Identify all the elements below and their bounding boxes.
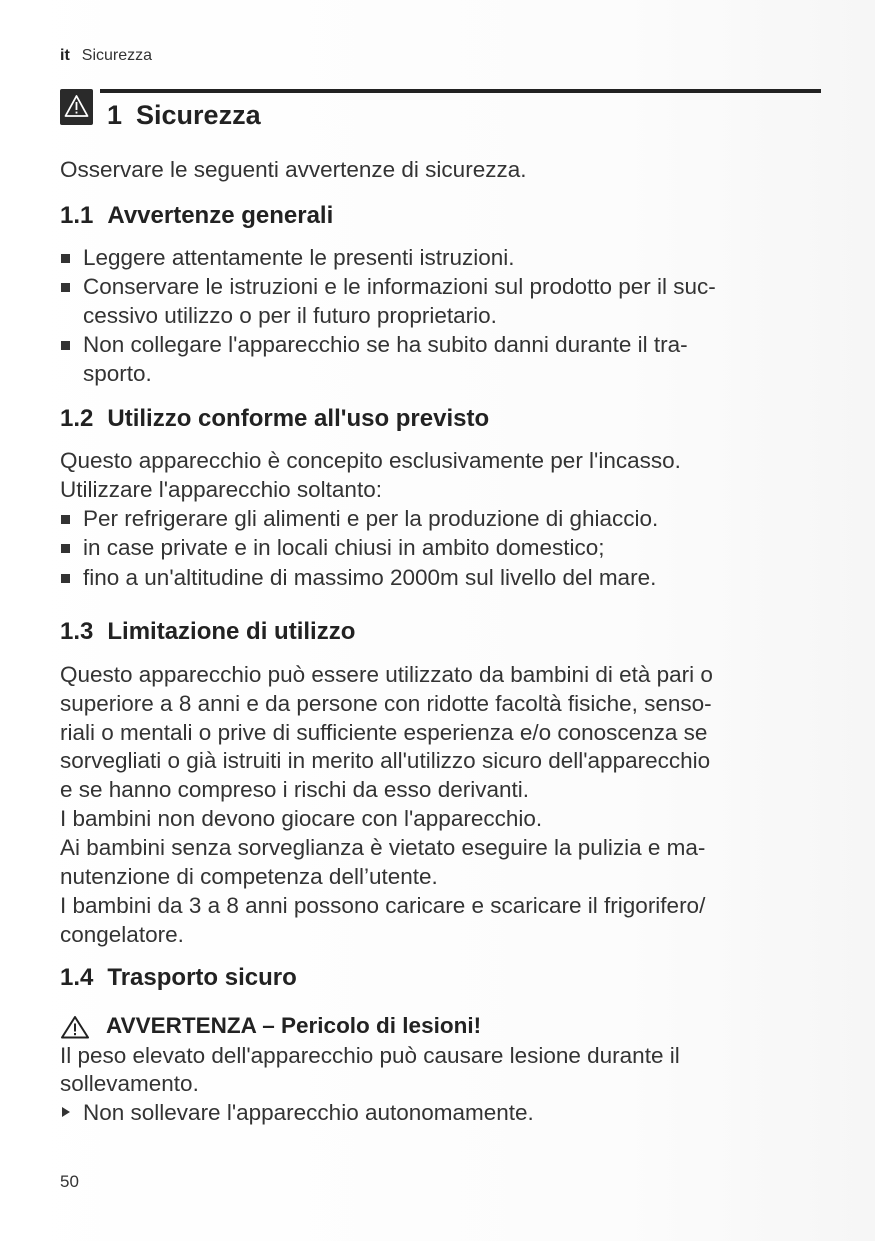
page-number: 50	[60, 1172, 79, 1191]
list-item-text-continued: sporto.	[83, 361, 152, 386]
header-language: it	[60, 47, 70, 64]
chapter-number: 1	[107, 100, 123, 130]
square-bullet-icon	[61, 574, 70, 583]
warning-text-line: sollevamento.	[60, 1071, 199, 1096]
paragraph: Questo apparecchio è concepito esclusivamente per l'incasso.	[60, 448, 681, 473]
intro-text: Osservare le seguenti avvertenze di sicurezza.	[60, 157, 527, 182]
paragraph-line: I bambini da 3 a 8 anni possono caricare e scaricare il frigorifero/	[60, 893, 706, 918]
warning-heading	[60, 1013, 760, 1041]
section-heading-1-3	[60, 618, 355, 646]
section-number: 1.1	[60, 202, 94, 229]
section-heading-1-2	[60, 405, 489, 433]
square-bullet-icon	[61, 254, 70, 263]
action-step-text: Non sollevare l'apparecchio autonomamente.	[83, 1100, 534, 1125]
square-bullet-icon	[61, 544, 70, 553]
paragraph-line: Ai bambini senza sorveglianza è vietato eseguire la pulizia e ma-	[60, 835, 706, 860]
list-item-text: Non collegare l'apparecchio se ha subito danni durante il tra-	[83, 332, 688, 357]
paragraph-line: nutenzione di competenza dell’utente.	[60, 864, 438, 889]
chapter-rule	[100, 89, 821, 93]
section-title: Avvertenze generali	[107, 202, 334, 229]
chapter-title-text: Sicurezza	[136, 100, 261, 130]
paragraph-line: superiore a 8 anni e da persone con ridotte facoltà fisiche, senso-	[60, 691, 712, 716]
paragraph: Utilizzare l'apparecchio soltanto:	[60, 477, 382, 502]
list-item-text: Conservare le istruzioni e le informazioni sul prodotto per il suc-	[83, 274, 716, 299]
section-title: Limitazione di utilizzo	[107, 618, 356, 645]
section-title: Trasporto sicuro	[107, 964, 297, 991]
square-bullet-icon	[61, 283, 70, 292]
section-number: 1.3	[60, 618, 94, 645]
paragraph-line: I bambini non devono giocare con l'apparecchio.	[60, 806, 543, 831]
paragraph-line: riali o mentali o prive di sufficiente esperienza e/o conoscenza se	[60, 720, 708, 745]
paragraph-line: congelatore.	[60, 922, 184, 947]
section-number: 1.4	[60, 964, 94, 991]
paragraph-line: e se hanno compreso i rischi da esso derivanti.	[60, 777, 529, 802]
section-heading-1-4	[60, 964, 297, 992]
warning-triangle-icon	[60, 1015, 90, 1039]
arrow-right-icon	[62, 1107, 70, 1117]
list-item-text-continued: cessivo utilizzo o per il futuro proprietario.	[83, 303, 497, 328]
header-section: Sicurezza	[81, 47, 153, 64]
chapter-title	[107, 100, 261, 131]
warning-title-text: AVVERTENZA – Pericolo di lesioni!	[106, 1013, 482, 1038]
section-number: 1.2	[60, 405, 94, 432]
list-item-text: Leggere attentamente le presenti istruzioni.	[83, 245, 515, 270]
list-item-text: Per refrigerare gli alimenti e per la produzione di ghiaccio.	[83, 506, 659, 531]
section-title: Utilizzo conforme all'uso previsto	[107, 405, 490, 432]
paragraph-line: Questo apparecchio può essere utilizzato da bambini di età pari o	[60, 662, 713, 687]
section-heading-1-1	[60, 202, 333, 230]
square-bullet-icon	[61, 341, 70, 350]
chapter-warning-icon	[60, 89, 93, 125]
square-bullet-icon	[61, 515, 70, 524]
warning-text-line: Il peso elevato dell'apparecchio può causare lesione durante il	[60, 1043, 680, 1068]
paragraph-line: sorvegliati o già istruiti in merito all'utilizzo sicuro dell'apparecchio	[60, 748, 711, 773]
list-item-text: in case private e in locali chiusi in ambito domestico;	[83, 535, 605, 560]
running-header	[60, 47, 152, 65]
list-item-text: fino a un'altitudine di massimo 2000m sul livello del mare.	[83, 565, 657, 590]
